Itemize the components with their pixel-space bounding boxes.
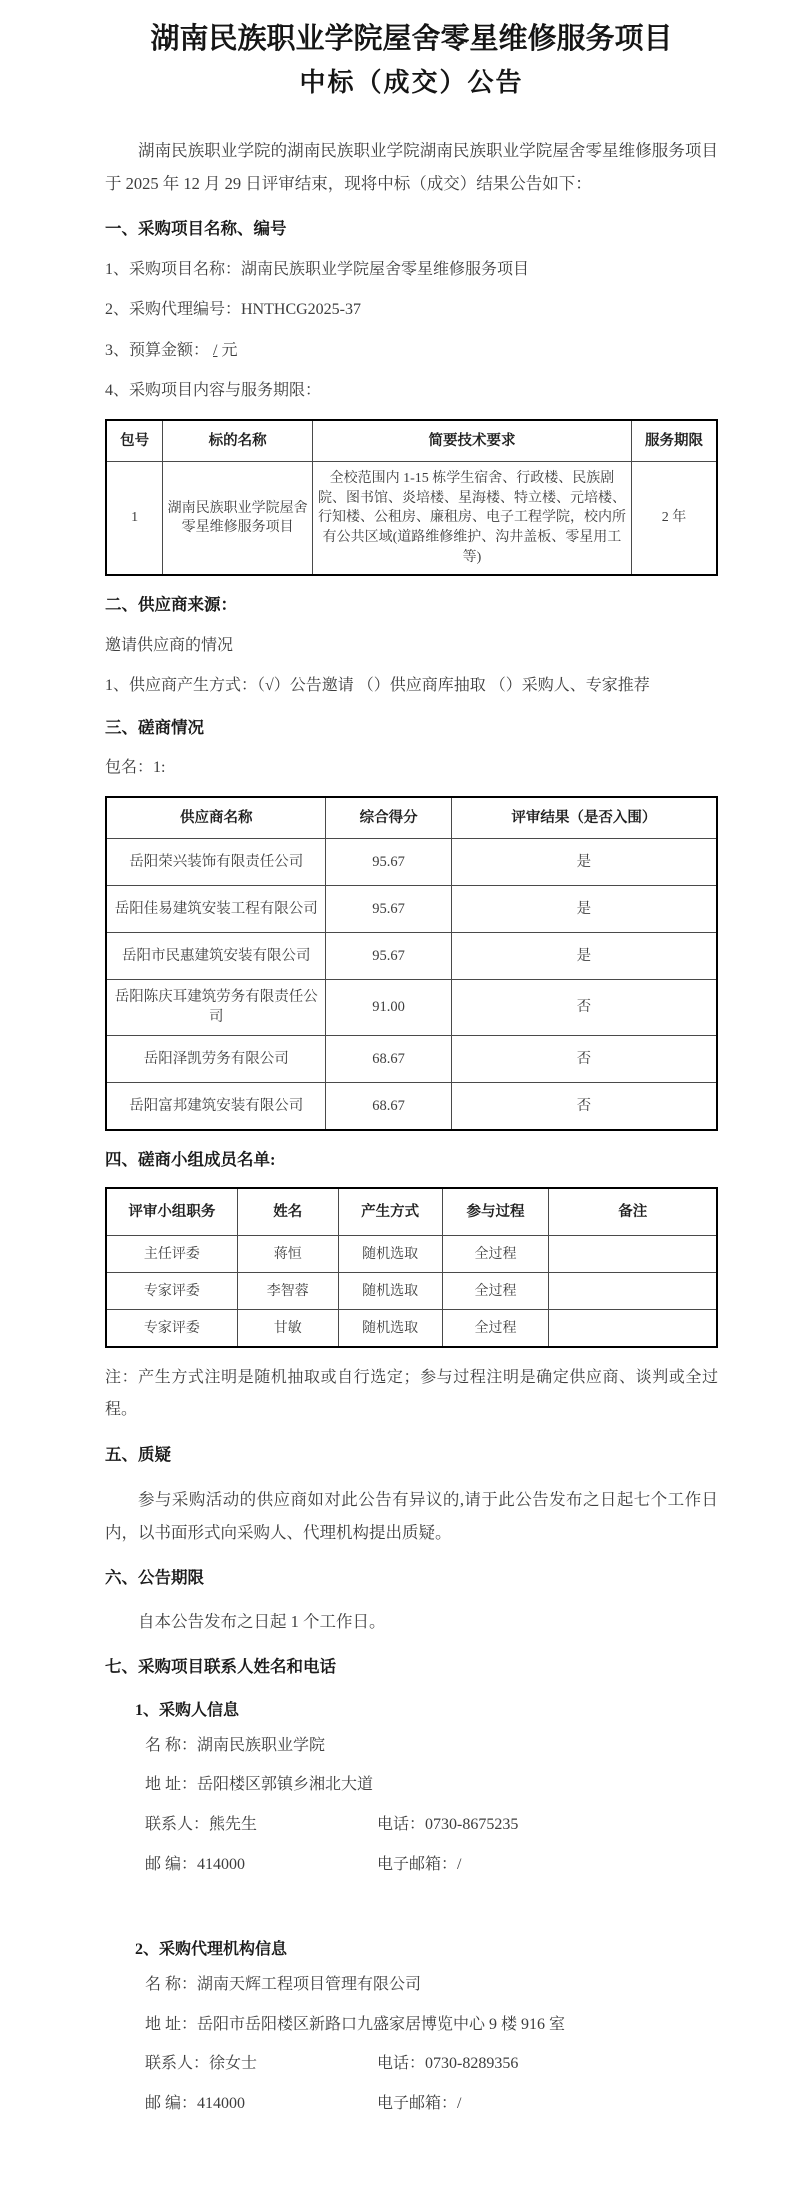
table-header-cell: 供应商名称	[106, 797, 326, 839]
purchaser-zip-line	[145, 1853, 718, 1878]
agency-contact-line	[145, 2052, 718, 2077]
table-header-cell: 标的名称	[163, 420, 313, 462]
purchaser-phone: 电话：0730-8675235	[377, 1816, 519, 1834]
agency-info-block	[145, 1973, 718, 2117]
section7-heading: 七、采购项目联系人姓名和电话	[105, 1657, 336, 1677]
agency-name: 名 称：湖南天辉工程项目管理有限公司	[145, 1975, 422, 1993]
budget-label: 3、预算金额：	[105, 341, 210, 359]
table-header-cell: 参与过程	[442, 1188, 549, 1236]
table-cell	[549, 1273, 717, 1310]
committee-note: 注：产生方式注明是随机抽取或自行选定；参与过程注明是确定供应商、谈判或全过程。	[105, 1369, 718, 1419]
purchaser-email: 电子邮箱：/	[377, 1855, 462, 1873]
table-cell: 蒋恒	[237, 1236, 338, 1273]
table-cell: 全过程	[442, 1310, 549, 1348]
table-cell: 随机选取	[338, 1273, 442, 1310]
table-cell: 李智蓉	[237, 1273, 338, 1310]
table-cell: 是	[451, 839, 717, 886]
intro-paragraph: 湖南民族职业学院的湖南民族职业学院湖南民族职业学院屋舍零星维修服务项目于 2025 年 12 月 29 日评审结束，现将中标（成交）结果公告如下：	[105, 141, 718, 194]
committee-members-table	[105, 1187, 718, 1348]
table-cell: 主任评委	[106, 1236, 237, 1273]
supplier-method-line: 1、供应商产生方式：（√）公告邀请 （）供应商库抽取 （）采购人、专家推荐	[105, 677, 650, 695]
table-cell: 岳阳佳易建筑安装工程有限公司	[106, 886, 326, 933]
table-cell: 岳阳泽凯劳务有限公司	[106, 1035, 326, 1082]
table-row	[106, 933, 717, 980]
section1-heading: 一、采购项目名称、编号	[105, 219, 287, 239]
purchaser-name: 名 称：湖南民族职业学院	[145, 1736, 326, 1754]
table-cell: 专家评委	[106, 1273, 237, 1310]
table-header-cell: 综合得分	[326, 797, 451, 839]
agency-info-heading: 2、采购代理机构信息	[135, 1940, 288, 1958]
purchaser-address: 地 址：岳阳楼区郭镇乡湘北大道	[145, 1776, 374, 1794]
table-cell: 否	[451, 1082, 717, 1130]
section3-heading: 三、磋商情况	[105, 717, 204, 737]
purchaser-info-block	[145, 1734, 718, 1878]
section6-heading: 六、公告期限	[105, 1567, 204, 1587]
table-cell: 岳阳陈庆耳建筑劳务有限责任公司	[106, 980, 326, 1036]
table-header-cell: 姓名	[237, 1188, 338, 1236]
table-header-row	[106, 797, 717, 839]
table-row	[106, 1273, 717, 1310]
section2-heading: 二、供应商来源：	[105, 595, 237, 615]
table-cell	[549, 1310, 717, 1348]
document-title-line2: 中标（成交）公告	[299, 68, 524, 98]
table-header-row	[106, 1188, 717, 1236]
table-cell	[549, 1236, 717, 1273]
table-header-row	[106, 420, 717, 462]
table-cell: 岳阳荣兴装饰有限责任公司	[106, 839, 326, 886]
table-header-cell: 简要技术要求	[313, 420, 632, 462]
table-cell: 否	[451, 980, 717, 1036]
table-cell: 否	[451, 1035, 717, 1082]
purchaser-info-heading: 1、采购人信息	[135, 1701, 240, 1719]
purchaser-address-line	[145, 1773, 718, 1798]
section5-body: 参与采购活动的供应商如对此公告有异议的,请于此公告发布之日起七个工作日内，以书面形式向采购人、代理机构提出质疑。	[105, 1489, 718, 1542]
table-row	[106, 1236, 717, 1273]
table-cell: 随机选取	[338, 1310, 442, 1348]
table-row	[106, 1035, 717, 1082]
agency-address-line	[145, 2013, 718, 2038]
table-cell: 2 年	[631, 462, 717, 575]
section1-item-budget	[105, 338, 718, 364]
table-row	[106, 1310, 717, 1348]
table-header-cell: 评审结果（是否入围）	[451, 797, 717, 839]
table-row	[106, 1082, 717, 1130]
table-cell: 95.67	[326, 933, 451, 980]
table-cell: 湖南民族职业学院屋舍零星维修服务项目	[163, 462, 313, 575]
budget-unit: 元	[221, 341, 238, 359]
table-header-cell: 备注	[549, 1188, 717, 1236]
section1-item-content-term: 4、采购项目内容与服务期限：	[105, 382, 322, 400]
table-cell: 68.67	[326, 1035, 451, 1082]
purchaser-contact: 联系人：熊先生	[145, 1816, 258, 1834]
agency-contact: 联系人：徐女士	[145, 2055, 258, 2073]
table-cell: 甘敏	[237, 1310, 338, 1348]
agency-zip: 邮 编：414000	[145, 2095, 246, 2113]
purchaser-contact-line	[145, 1813, 718, 1838]
table-cell: 全校范围内 1-15 栋学生宿舍、行政楼、民族剧院、图书馆、炎培楼、星海楼、特立楼、元培楼、行知楼、公租房、廉租房、电子工程学院，校内所有公共区域(道路维修维护、沟井盖板、零星用工等)	[313, 462, 632, 575]
table-header-cell: 评审小组职务	[106, 1188, 237, 1236]
purchaser-zip: 邮 编：414000	[145, 1855, 246, 1873]
agency-address: 地 址：岳阳市岳阳楼区新路口九盛家居博览中心 9 楼 916 室	[145, 2015, 566, 2033]
table-cell: 是	[451, 886, 717, 933]
package-label: 包名：1:	[105, 759, 166, 777]
section1-item-agency-number: 2、采购代理编号：HNTHCG2025-37	[105, 301, 361, 319]
agency-email: 电子邮箱：/	[377, 2095, 462, 2113]
section6-body: 自本公告发布之日起 1 个工作日。	[138, 1612, 386, 1632]
project-content-table	[105, 419, 718, 576]
table-cell: 68.67	[326, 1082, 451, 1130]
agency-phone: 电话：0730-8289356	[377, 2055, 519, 2073]
table-cell: 95.67	[326, 839, 451, 886]
table-cell: 岳阳市民惠建筑安装有限公司	[106, 933, 326, 980]
table-cell: 全过程	[442, 1273, 549, 1310]
table-cell: 随机选取	[338, 1236, 442, 1273]
table-cell: 是	[451, 933, 717, 980]
table-row	[106, 980, 717, 1036]
table-cell: 95.67	[326, 886, 451, 933]
supplier-score-table	[105, 796, 718, 1131]
section4-heading: 四、磋商小组成员名单:	[105, 1149, 276, 1169]
table-row	[106, 886, 717, 933]
table-header-cell: 服务期限	[631, 420, 717, 462]
table-cell: 1	[106, 462, 163, 575]
table-cell: 91.00	[326, 980, 451, 1036]
agency-name-line	[145, 1973, 718, 1998]
document-title-line1: 湖南民族职业学院屋舍零星维修服务项目	[150, 23, 673, 55]
section5-heading: 五、质疑	[105, 1445, 171, 1465]
table-header-cell: 产生方式	[338, 1188, 442, 1236]
table-row	[106, 839, 717, 886]
table-row	[106, 462, 717, 575]
table-cell: 专家评委	[106, 1310, 237, 1348]
agency-zip-line	[145, 2092, 718, 2117]
table-cell: 岳阳富邦建筑安装有限公司	[106, 1082, 326, 1130]
table-header-cell: 包号	[106, 420, 163, 462]
budget-value: /	[213, 341, 218, 359]
supplier-invitation-line: 邀请供应商的情况	[105, 636, 234, 654]
table-cell: 全过程	[442, 1236, 549, 1273]
purchaser-name-line	[145, 1734, 718, 1759]
section1-item-project-name: 1、采购项目名称：湖南民族职业学院屋舍零星维修服务项目	[105, 260, 530, 278]
